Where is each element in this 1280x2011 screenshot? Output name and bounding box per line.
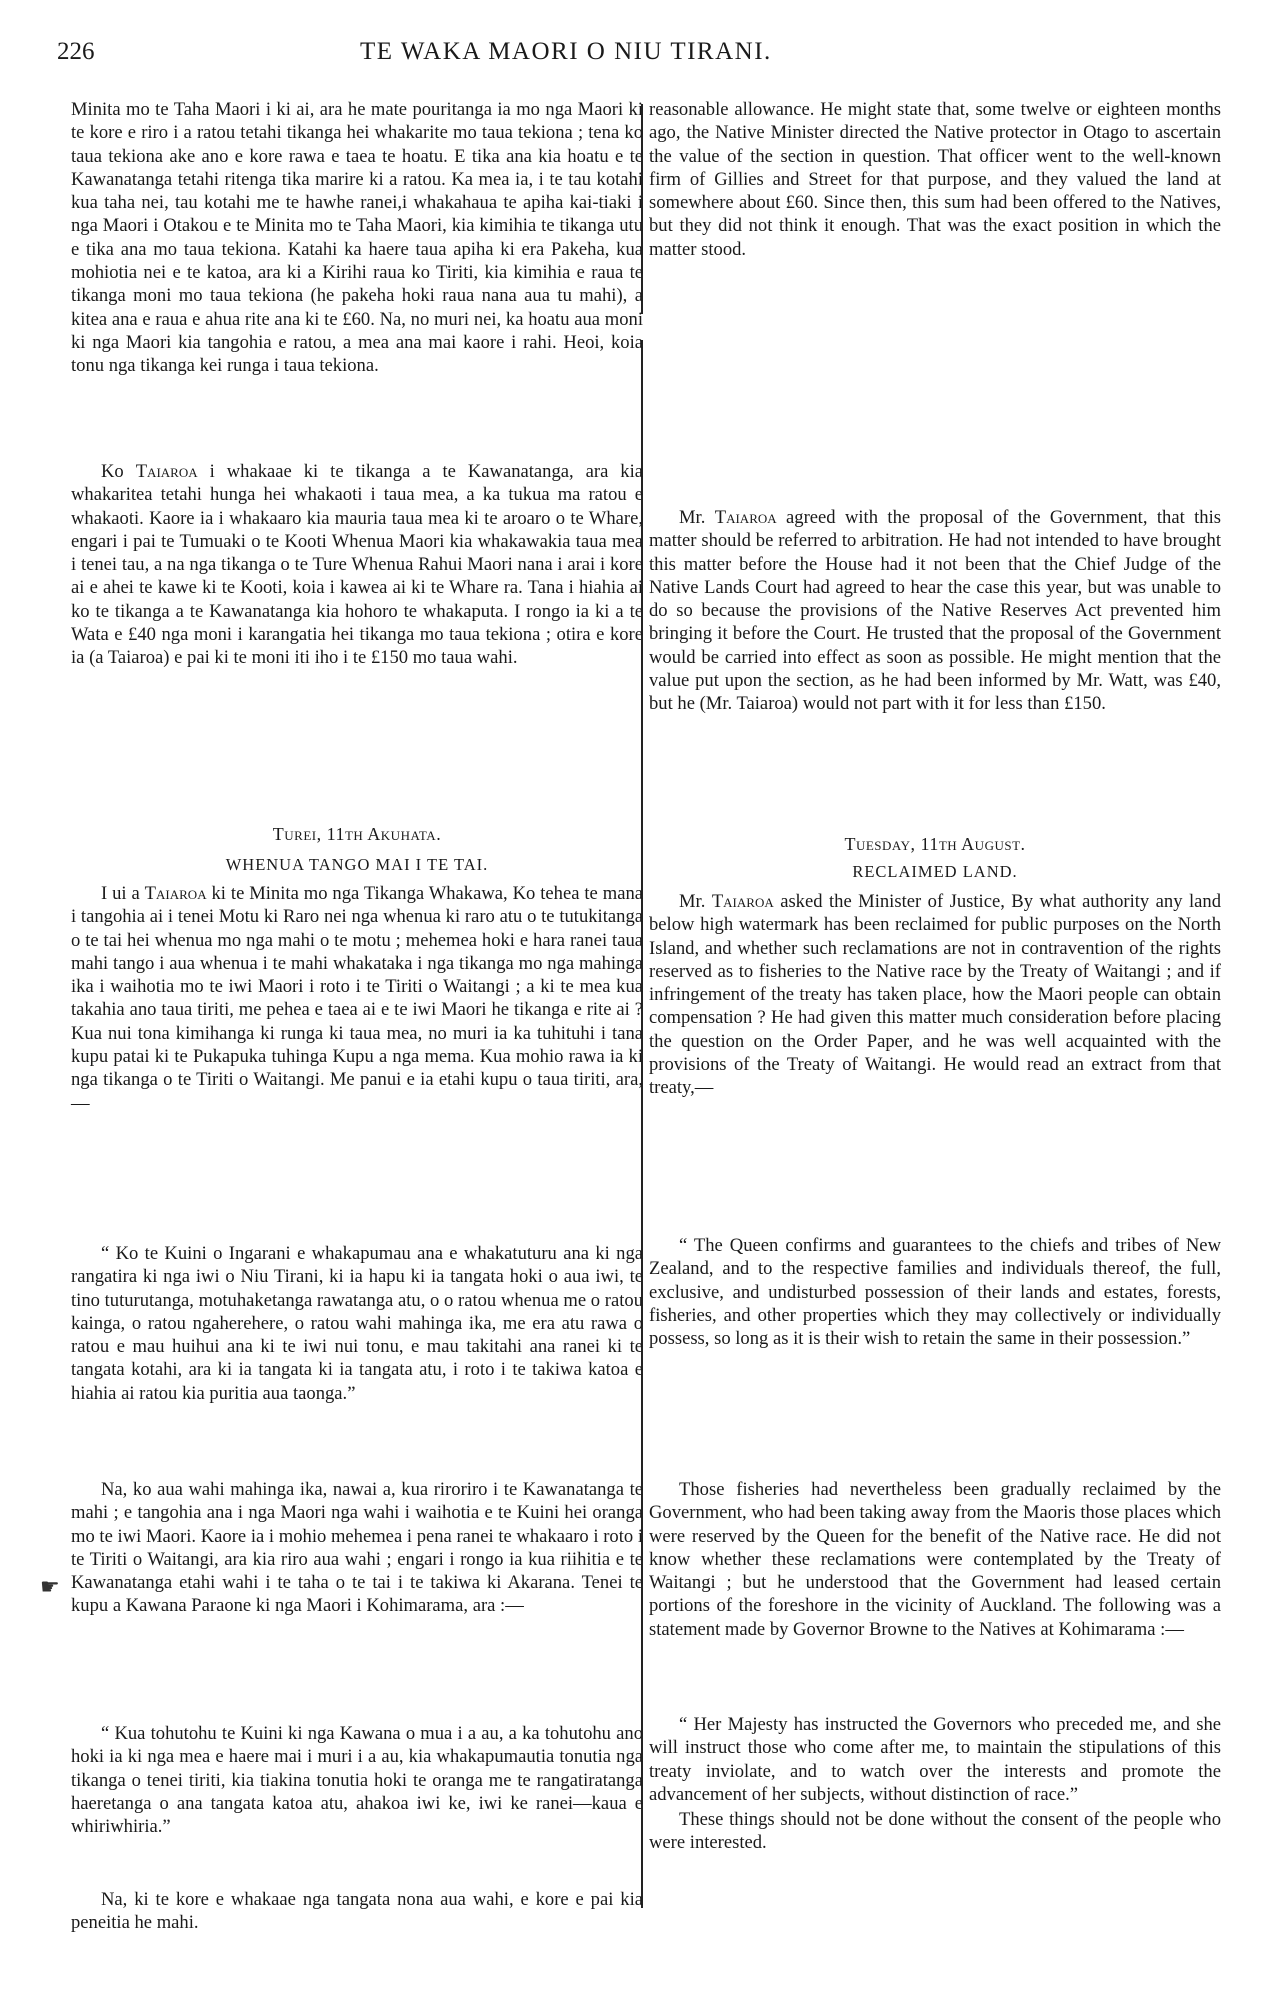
pointing-hand-icon: ☛ [40, 1575, 60, 1600]
paragraph: Na, ki te kore e whakaae nga tangata nona aua wahi, e kore e pai kia peneitia he mahi. [71, 1889, 643, 1934]
paragraph-prefix: Mr. [679, 891, 712, 912]
paragraph [649, 506, 1221, 716]
quotation: “ The Queen confirms and guarantees to the chiefs and tribes of New Zealand, and to the respective families and individuals thereof, the full, exclusive, and undisturbed possession of their lands and estates, forests, fisheries, and other properties which they may collectively or individually possess, so long as it is their wish to retain the same in their possession.” [649, 1235, 1221, 1350]
paragraph-prefix: I ui a [101, 883, 145, 904]
paragraph-prefix: Ko [101, 461, 136, 482]
quotation: “ Kua tohutohu te Kuini ki nga Kawana o mua i a au, a ka tohutohu ano hoki ia ki nga mea e haere mai i muri i a au, kia whakapumautia tonutia nga tikanga o tenei tiriti, kia tiakina tonutia hoki te oranga me te rangatiratanga haeretanga o ana tangata katoa atu, ahakoa iwi ke, iwi ke ranei—kaua e whiriwhiria.” [71, 1723, 643, 1838]
section-heading: WHENUA TANGO MAI I TE TAI. [225, 855, 489, 874]
speaker-name: Taiaroa [714, 507, 777, 528]
speaker-name: Taiaroa [135, 461, 198, 482]
date-heading: Turei, 11th Akuhata. [272, 824, 442, 844]
paragraph-text: ki te Minita mo nga Tikanga Whakawa, Ko tehea te mana i tangohia ai i tenei Motu ki Raro nei nga whenua ki raro atu o te tutukitanga o te tai hei whenua mo nga mahi o te motu ; mehemea hoki e hara ranei taua mahi tango i aua whenua i te mahi whakataka i nga tikanga mo nga mahinga ika i waihotia mo te iwi Maori i roto i te Tiriti o Waitangi ; a ki te mea kua takahia ano taua tiriti, me pehea e taea ai e te iwi Maori he tikanga e rite ai ? Kua nui tona kimihanga ki runga ki taua mea, no muri ia ka tuhituhi i tana kupu patai ki te Pukapuka tuhinga Kupu a nga mema. Kua mohio rawa ia ki nga tikanga o te Tiriti o Waitangi. Me panui e ia etahi kupu o taua tiriti, ara,— [71, 883, 643, 1114]
paragraph [71, 882, 643, 1115]
speaker-name: Taiaroa [144, 883, 207, 904]
paragraph: Na, ko aua wahi mahinga ika, nawai a, kua riroriro i te Kawanatanga te mahi ; e tangohia ana i nga Maori nga wahi i waihotia e te Kuini hei oranga mo te iwi Maori. Kaore ia i mohio mehemea i pena ranei te whakaaro i roto i te Tiriti o Waitangi, ara kia riro aua wahi ; engari i rongo ia kua riihitia e te Kawanatanga etahi wahi i te taha o te tai i te takiwa ki Akarana. Tenei te kupu a Kawana Paraone ki nga Maori i Kohimarama, ara :— [71, 1479, 643, 1617]
paragraph [649, 890, 1221, 1100]
speaker-name: Taiaroa [711, 891, 774, 912]
paragraph: These things should not be done without the consent of the people who were interested. [649, 1809, 1221, 1854]
date-heading: Tuesday, 11th August. [844, 834, 1026, 854]
paragraph-prefix: Mr. [679, 507, 715, 528]
paragraph-text: asked the Minister of Justice, By what authority any land below high watermark has been reclaimed for public purposes on the North Island, and whether such reclamations are not in contravention of the rights reserved as to fisheries to the Native race by the Treaty of Waitangi ; and if infringement of the treaty has taken place, how the Maori people can obtain compensation ? He had given this matter much consideration before placing the question on the Order Paper, and he was well acquainted with the provisions of the Treaty of Waitangi. He would read an extract from that treaty,— [649, 891, 1221, 1099]
paragraph-text: i whakaae ki te tikanga a te Kawanatanga, ara kia whakaritea tetahi hunga hei whakaoti i taua mea, a ka tukua ma ratou e whakaoti. Kaore ia i whakaaro kia mauria taua mea ki te aroaro o te Whare, engari i pai te Tumuaki o te Kooti Whenua Maori kia whakawakia taua mea i tenei tau, a na nga tikanga o te Ture Whenua Rahui Maori nana i arai i kore ai e ahei te kawe ki te Kooti, koia i kawea ai ki te Whare ra. Tana i hiahia ai ko te tikanga a te Kawanatanga kia hohoro te whakaputa. I rongo ia ki a te Wata e £40 nga moni i karangatia hei tikanga mo taua tekiona ; otira e kore ia (a Taiaroa) e pai ki te moni iti iho i te £150 mo taua wahi. [71, 461, 644, 669]
page-number: 226 [57, 38, 95, 65]
quotation: “ Her Majesty has instructed the Governors who preceded me, and she will instruct those who come after me, to maintain the stipulations of this treaty inviolate, and to watch over the interests and promote the advancement of her subjects, without distinction of race.” [649, 1714, 1221, 1805]
paragraph: Those fisheries had nevertheless been gradually reclaimed by the Government, who had been taking away from the Maoris those places which were reserved by the Queen for the benefit of the Native race. He did not know whether these reclamations were contemplated by the Treaty of Waitangi ; but he understood that the Government had leased certain portions of the foreshore in the vicinity of Auckland. The following was a statement made by Governor Browne to the Natives at Kohimarama :— [649, 1479, 1221, 1640]
paragraph-text: agreed with the proposal of the Government, that this matter should be referred to arbitration. He had not intended to have brought this matter before the House had it not been that the Chief Judge of the Native Lands Court had agreed to hear the case this year, but was unable to do so because the provisions of the Native Reserves Act prevented him bringing it before the Court. He trusted that the proposal of the Government would be carried into effect as soon as possible. He might mention that the value put upon the section, as he had been informed by Mr. Watt, was £40, but he (Mr. Taiaroa) would not part with it for less than £150. [649, 507, 1221, 715]
paragraph: reasonable allowance. He might state that, some twelve or eighteen months ago, the Native Minister directed the Native protector in Otago to ascertain the value of the section in question. That officer went to the well-known firm of Gillies and Street for that purpose, and they valued the land at somewhere about £60. Since then, this sum had been offered to the Natives, but they did not think it enough. That was the exact position in which the matter stood. [649, 99, 1221, 260]
paragraph: Minita mo te Taha Maori i ki ai, ara he mate pouritanga ia mo nga Maori ki te kore e riro i a ratou tetahi tikanga hei whakarite mo taua tekiona ; tena ko taua tekiona ake ano e kore rawa e taea te hoatu. E tika ana kia hoatu e te Kawanatanga tetahi ritenga tika marire ki a ratou. Ka mea ia, i te tau kotahi kua taha nei, tau kotahi me te hawhe ranei,i whakahaua te apiha kai-tiaki i nga Maori i Otakou e te Minita mo te Taha Maori, kia kimihia te tikanga utu e tika ana mo taua tekiona. Katahi ka haere taua apiha ki era Pakeha, kua mohiotia nei e te katoa, ara ki a Kirihi raua ko Tiriti, kia kimihia e raua te tikanga moni mo taua tekiona (he pakeha hoki raua nana aua tu mahi), a kitea ana e raua e ahua rite ana ki te £60. Na, no muri nei, ka hoatu aua moni ki nga Maori kia tangohia e ratou, a mea ana mai kaore i rahi. Heoi, koia tonu nga tikanga kei runga i taua tekiona. [71, 99, 643, 377]
paragraph [71, 460, 643, 670]
quotation: “ Ko te Kuini o Ingarani e whakapumau ana e whakatuturu ana ki nga rangatira ki nga iwi o Niu Tirani, ki ia hapu ki ia tangata hoki o aua iwi, te tino tuturutanga, motuhaketanga rawatanga atu, o o ratou whenua me o ratou kainga, o ratou ngaherehere, o ratou wahi mahinga ika, me era atu rawa o ratou e mau huihui ana ki te iwi nui tonu, e mau takitahi ana ranei ki te tangata kotahi, ara ki ia tangata ki ia tangata atu, i roto i te takiwa katoa e hiahia ai ratou kia puritia aua taonga.” [71, 1243, 643, 1404]
section-heading: RECLAIMED LAND. [852, 862, 1018, 881]
running-title: TE WAKA MAORI O NIU TIRANI. [360, 38, 772, 65]
